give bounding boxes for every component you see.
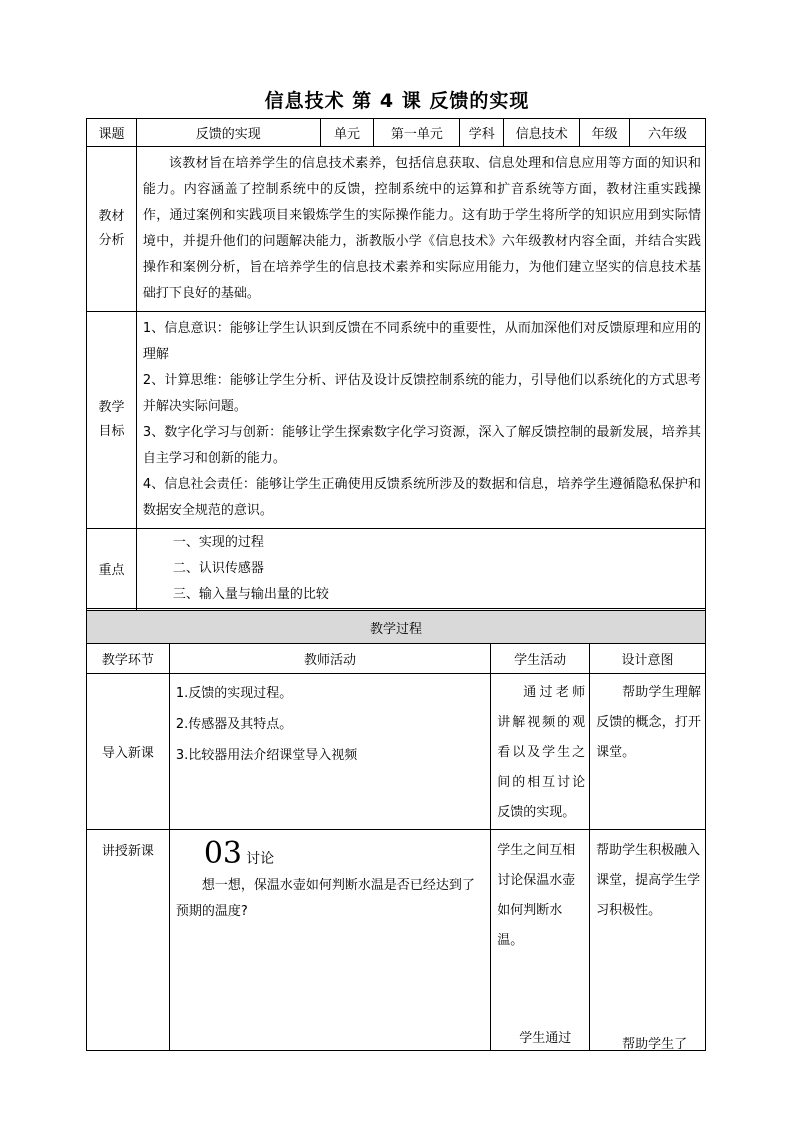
- difficulty-label: 难点: [87, 609, 137, 637]
- grade-label: 年级: [580, 119, 630, 147]
- goal-item: 1、信息意识：能够让学生认识到反馈在不同系统中的重要性，从而加深他们对反馈原理和应用的理解: [142, 321, 701, 362]
- unit-label: 单元: [320, 119, 374, 147]
- goals-list: [136, 312, 705, 529]
- section-number: 03: [203, 836, 243, 871]
- intent-text: 帮助学生积极融入课堂，提高学生学习积极性。: [596, 843, 701, 918]
- goal-item: 2、计算思维：能够让学生分析、评估及设计反馈控制系统的能力，引导他们以系统化的方式思考并解决实际问题。: [142, 373, 701, 414]
- analysis-row: [87, 147, 706, 312]
- process-columns-row: [87, 644, 706, 674]
- key-points-row: [87, 529, 706, 609]
- key-point-item: 二、认识传感器: [172, 560, 264, 576]
- subject-value: 信息技术: [504, 119, 580, 147]
- col-intent: 设计意图: [590, 644, 706, 674]
- lesson-info-table: [86, 118, 706, 637]
- grade-value: 六年级: [630, 119, 706, 147]
- col-student: 学生活动: [491, 644, 590, 674]
- goals-label-2: 目标: [98, 424, 125, 439]
- teacher-item: 1.反馈的实现过程。: [175, 686, 293, 701]
- teacher-cell: [169, 674, 490, 830]
- page-title: 信息技术 第 4 课 反馈的实现: [264, 90, 530, 112]
- goal-item: 4、信息社会责任：能够让学生正确使用反馈系统所涉及的数据和信息，培养学生遵循隐私保护和数据安全规范的意识。: [142, 477, 701, 518]
- unit-value: 第一单元: [374, 119, 460, 147]
- col-teacher: 教师活动: [169, 644, 490, 674]
- intent-tail: 帮助学生了: [622, 1037, 688, 1052]
- analysis-text: 该教材旨在培养学生的信息技术素养，包括信息获取、信息处理和信息应用等方面的知识和能力。内容涵盖了控制系统中的反馈，控制系统中的运算和扩音系统等方面，教材注重实践操作，通过案例和实践项目来锻炼学生的实际操作能力。这有助于学生将所学的知识应用到实际情境中，并提升他们的问题解决能力，浙教版小学《信息技术》六年级教材内容全面，并结合实践操作和案例分析，旨在培养学生的信息技术素养和实际应用能力，为他们建立坚实的信息技术基础打下良好的基础。: [136, 147, 705, 312]
- goals-label: [87, 312, 137, 529]
- process-header-row: [87, 611, 706, 644]
- student-cell: 通过老师讲解视频的观看以及学生之间的相互讨论反馈的实现。: [491, 674, 590, 830]
- lesson-label: 课题: [87, 119, 137, 147]
- key-point-item: 三、输入量与输出量的比较: [172, 586, 329, 602]
- student-cell: [491, 830, 590, 1051]
- intent-cell: [590, 830, 706, 1051]
- analysis-label: [87, 147, 137, 312]
- table-row: [87, 674, 706, 830]
- goals-row: [87, 312, 706, 529]
- section-heading: 讨论: [246, 851, 275, 867]
- analysis-label-2: 分析: [98, 233, 125, 248]
- key-point-item: 一、实现的过程: [172, 534, 264, 550]
- table-row: [87, 830, 706, 1051]
- goal-item: 3、数字化学习与创新：能够让学生探索数字化学习资源，深入了解反馈控制的最新发展，培养其自主学习和创新的能力。: [142, 425, 701, 466]
- info-row: [87, 119, 706, 147]
- student-text: 学生之间互相讨论保温水壶如何判断水温。: [497, 843, 576, 948]
- key-points-list: [136, 529, 705, 609]
- goals-label-1: 教学: [98, 400, 125, 415]
- key-points-label: 重点: [87, 529, 137, 609]
- lesson-value: 反馈的实现: [136, 119, 320, 147]
- student-tail: 学生通过: [519, 1031, 572, 1046]
- subject-label: 学科: [460, 119, 504, 147]
- stage-cell: 导入新课: [87, 674, 170, 830]
- intent-cell: 帮助学生理解反馈的概念，打开课堂。: [590, 674, 706, 830]
- analysis-label-1: 教材: [98, 209, 125, 224]
- difficulty-text: 1、认识传感器: [136, 609, 705, 637]
- process-header: 教学过程: [87, 611, 706, 644]
- stage-cell: 讲授新课: [87, 830, 170, 1051]
- process-table: [86, 610, 706, 1051]
- teacher-item: 2.传感器及其特点。: [175, 717, 293, 732]
- teacher-text: 想一想，保温水壶如何判断水温是否已经达到了预期的温度?: [175, 878, 475, 919]
- teacher-item: 3.比较器用法介绍课堂导入视频: [175, 748, 358, 763]
- col-stage: 教学环节: [87, 644, 170, 674]
- teacher-cell: [169, 830, 490, 1051]
